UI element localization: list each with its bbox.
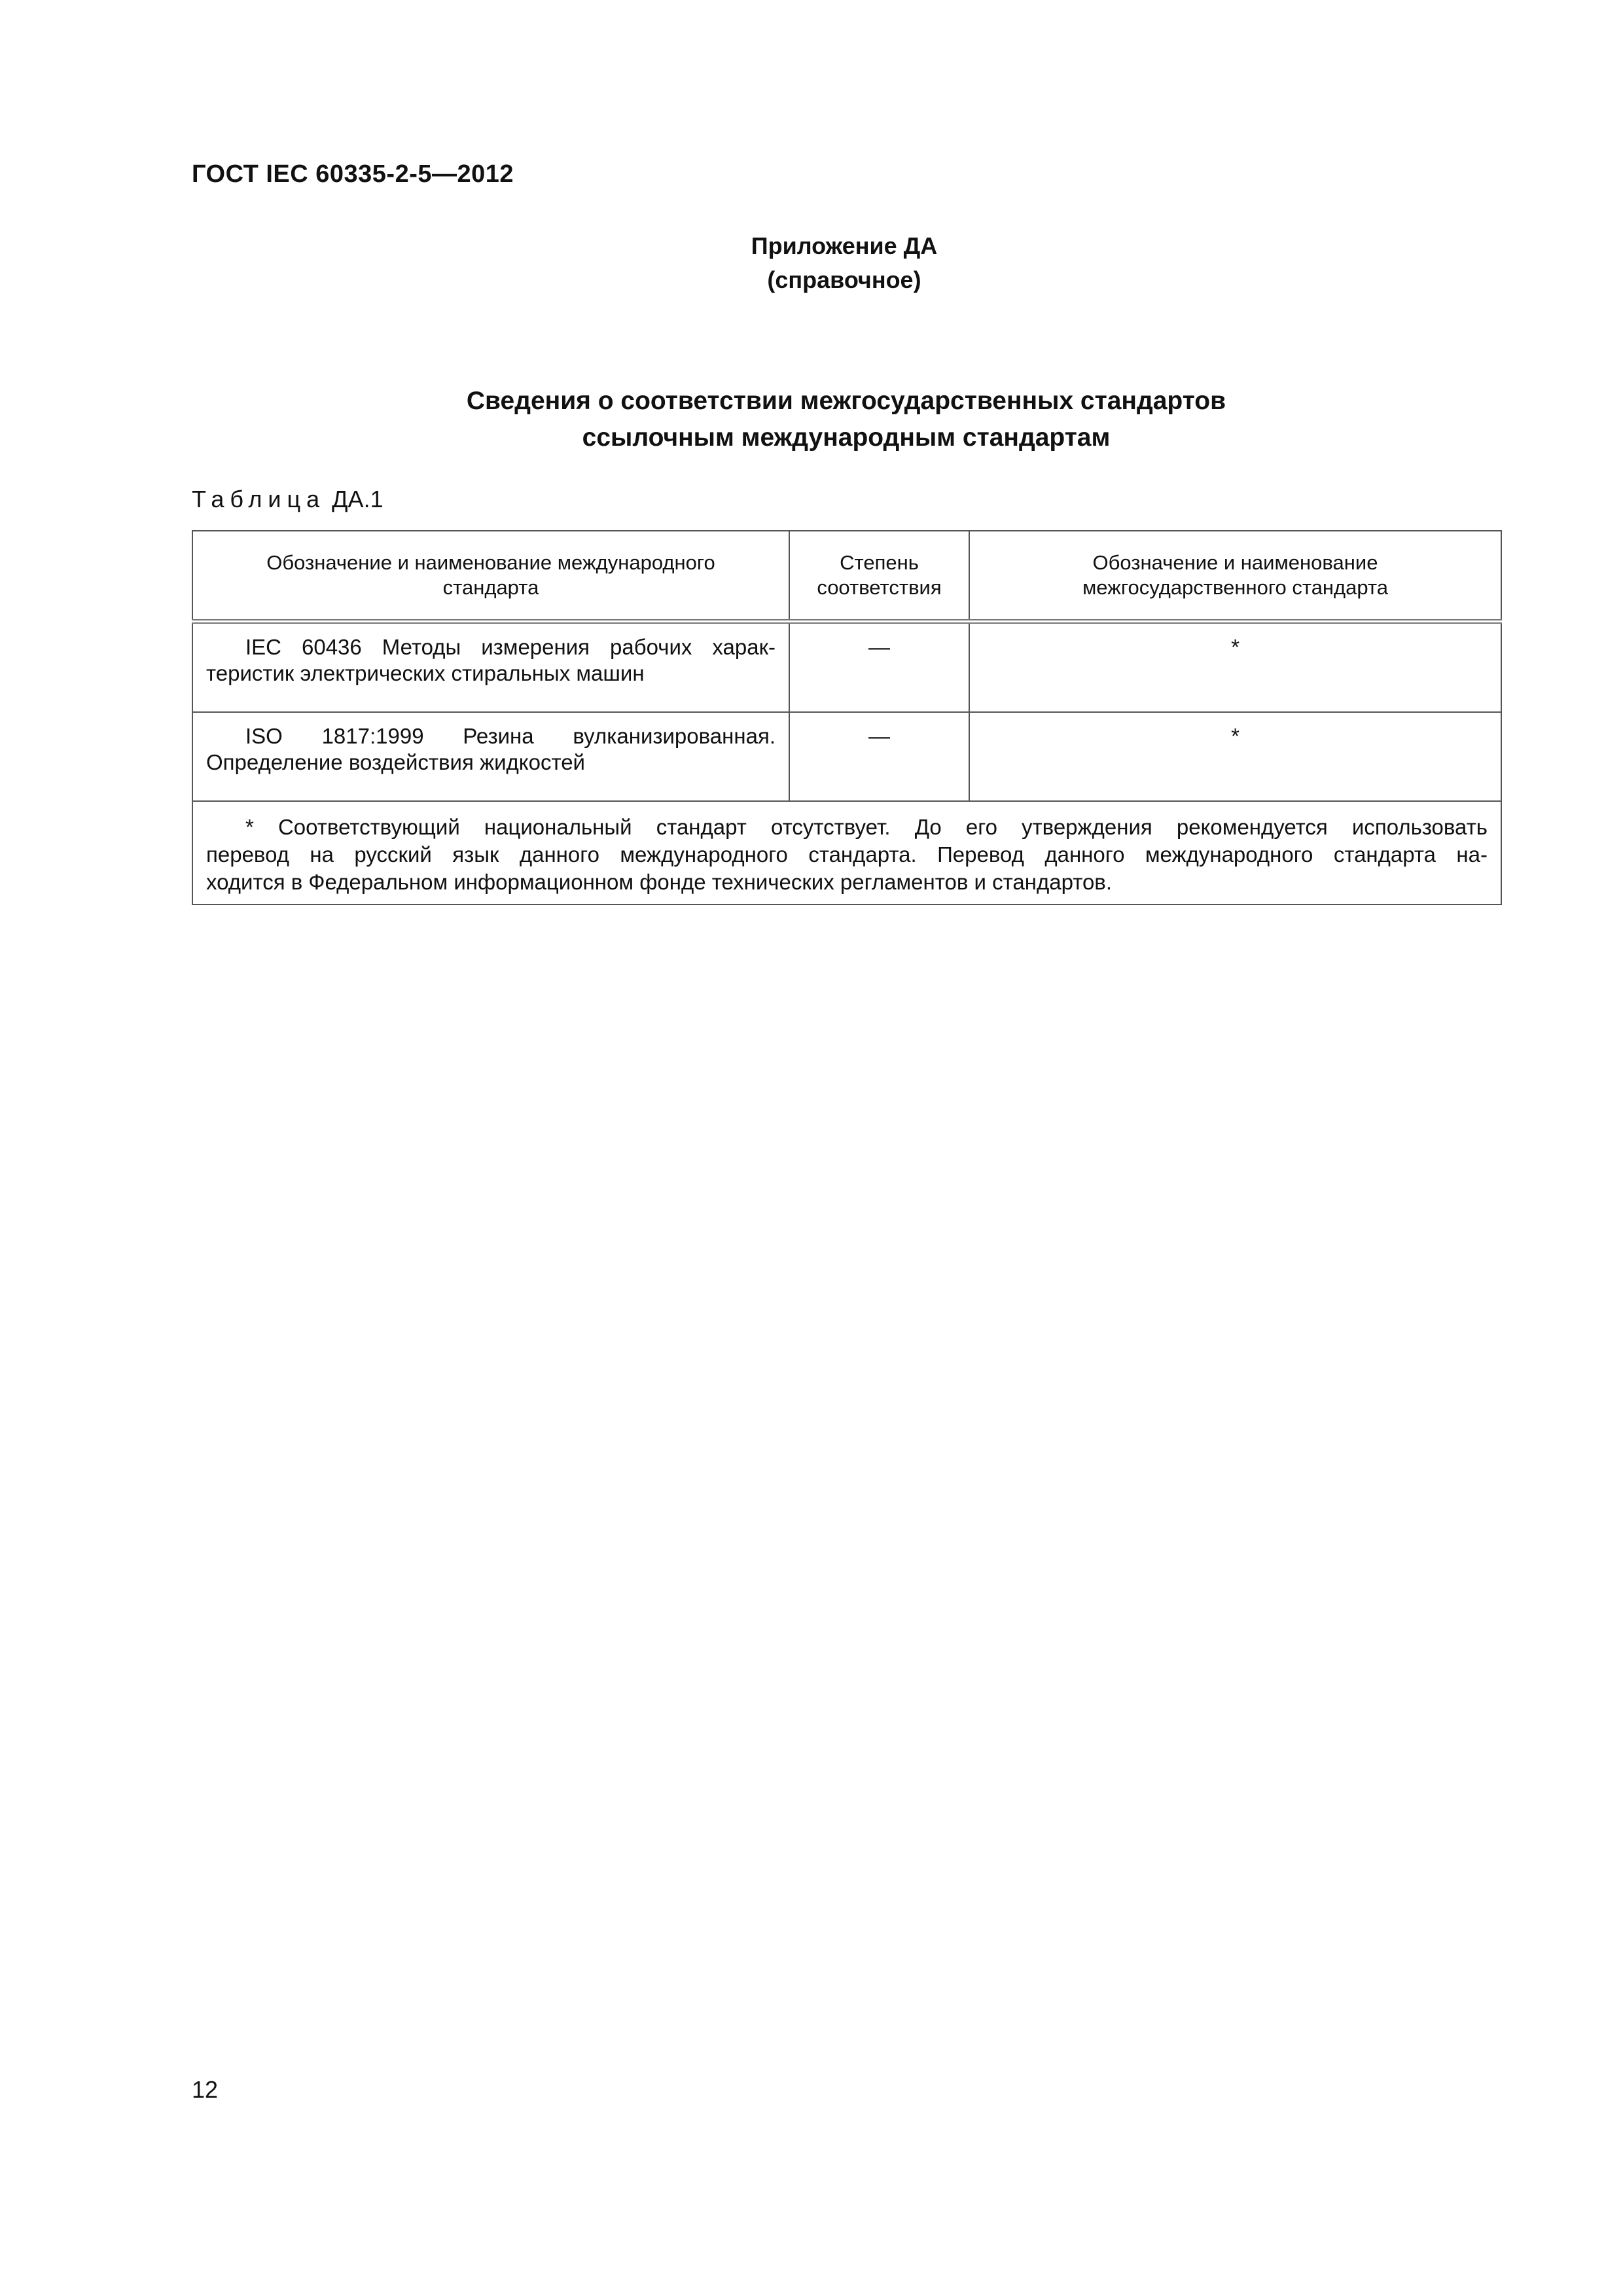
interstate-standard-cell: * [969,622,1501,713]
section-title-line-2: ссылочным международным стандартам [582,423,1111,452]
standards-table [192,530,1502,905]
table-caption-word: Таблица [192,486,326,512]
international-standard-cell [192,622,789,713]
footnote-line: перевод на русский язык данного международного стандарта. Перевод данного международного стандарта на- [206,842,1488,867]
document-code: ГОСТ IEC 60335-2-5—2012 [192,160,514,188]
column-header-degree [789,531,969,622]
international-standard-line: Определение воздействия жидкостей [206,750,585,774]
column-header-line: соответствия [817,576,942,599]
column-header-line: межгосударственного стандарта [1082,576,1389,599]
table-footnote [192,801,1501,905]
column-header-interstate [969,531,1501,622]
column-header-line: Степень [840,551,919,574]
footnote-line: ходится в Федеральном информационном фонде технических регламентов и стандартов. [206,870,1113,894]
footnote-line: * Соответствующий национальный стандарт отсутствует. До его утверждения рекомендуется использовать [245,815,1488,839]
column-header-line: стандарта [442,576,539,599]
column-header-line: Обозначение и наименование международного [266,551,715,574]
interstate-standard-cell: * [969,712,1501,801]
international-standard-line: ISO 1817:1999 Резина вулканизированная. [245,724,776,748]
column-header-international [192,531,789,622]
international-standard-cell [192,712,789,801]
table-row [192,712,1501,801]
section-title [192,383,1501,456]
appendix-label: Приложение ДА [751,232,938,259]
degree-cell: — [789,712,969,801]
table-caption [192,486,383,513]
table-note-row [192,801,1501,905]
appendix-type: (справочное) [767,266,921,293]
column-header-line: Обозначение и наименование [1092,551,1378,574]
table-caption-number: ДА.1 [332,486,383,512]
section-title-line-1: Сведения о соответствии межгосударственных стандартов [466,387,1226,415]
page-number: 12 [192,2076,219,2103]
table-header-row [192,531,1501,622]
international-standard-line: теристик электрических стиральных машин [206,661,645,685]
degree-cell: — [789,622,969,713]
international-standard-line: IEC 60436 Методы измерения рабочих харак- [245,635,776,659]
table-row [192,622,1501,713]
appendix-heading [746,229,942,297]
